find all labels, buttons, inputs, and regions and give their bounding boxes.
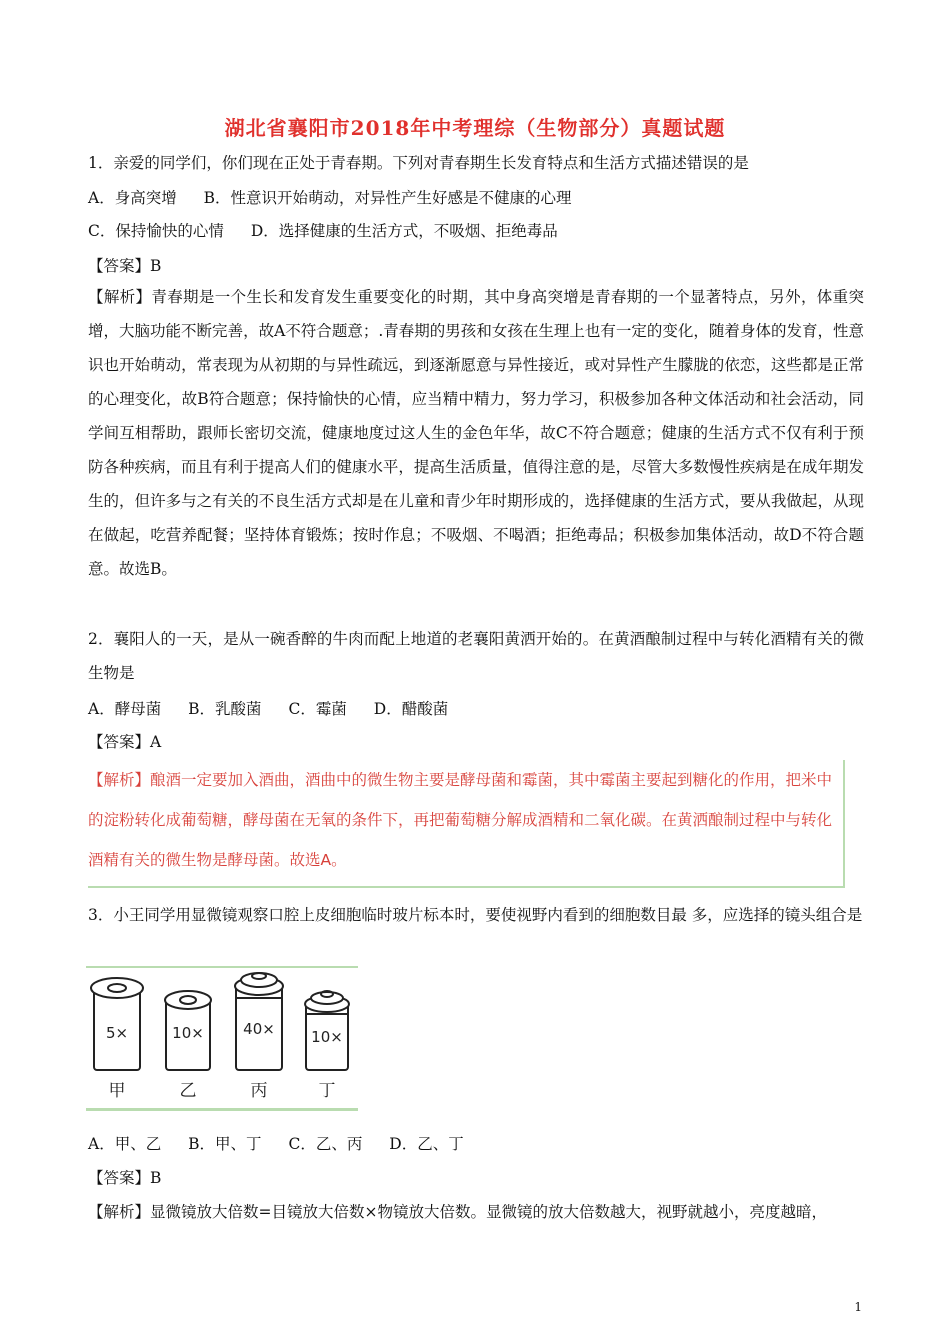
q3-analysis: 【解析】显微镜放大倍数=目镜放大倍数×物镜放大倍数。显微镜的放大倍数越大，视野就越小，亮度越暗， <box>88 1203 827 1221</box>
q1-option-a: A．身高突增 <box>88 189 177 207</box>
q3-option-d: D．乙、丁 <box>389 1135 464 1153</box>
q3-option-a: A．甲、乙 <box>88 1135 162 1153</box>
q3-stem: 3．小王同学用显微镜观察口腔上皮细胞临时玻片标本时，要使视野内看到的细胞数目最 多，应选择的镜头组合是 <box>88 906 863 924</box>
lens-yi-label: 乙 <box>179 1081 197 1101</box>
q2-option-c: C．霉菌 <box>288 700 347 718</box>
q2-option-a: A．酵母菌 <box>88 700 162 718</box>
q3-option-b: B．甲、丁 <box>188 1135 262 1153</box>
q1-stem: 1．亲爱的同学们，你们现在正处于青春期。下列对青春期生长发育特点和生活方式描述错误的是 <box>88 154 749 172</box>
q3-options <box>88 1134 486 1154</box>
lens-figure <box>86 966 358 1111</box>
q1-answer: 【答案】B <box>88 257 162 275</box>
q2-option-d: D．醋酸菌 <box>373 700 449 718</box>
lens-jia-mag: 5× <box>105 1024 129 1042</box>
q2-options <box>88 699 470 719</box>
q2-stem: 2．襄阳人的一天，是从一碗香醉的牛肉而配上地道的老襄阳黄洒开始的。在黄酒酿制过程中与转化酒精有关的微生物是 <box>88 630 864 682</box>
lens-ding-mag: 10× <box>311 1028 343 1046</box>
lens-yi-mag: 10× <box>172 1024 204 1042</box>
q2-analysis: 【解析】酿酒一定要加入酒曲，酒曲中的微生物主要是酵母菌和霉菌，其中霉菌主要起到糖化的作用，把米中的淀粉转化成葡萄糖，酵母菌在无氧的条件下，再把葡萄糖分解成酒精和二氧化碳。在黄洒酿制过程中与转化酒精有关的微生物是酵母菌。故选A。 <box>88 771 833 869</box>
lens-ding-label: 丁 <box>318 1081 336 1101</box>
lens-bing-label: 丙 <box>250 1081 268 1101</box>
q1-analysis: 【解析】青春期是一个生长和发育发生重要变化的时期，其中身高突增是青春期的一个显著特点，另外，体重突增，大脑功能不断完善，故A不符合题意；.青春期的男孩和女孩在生理上也有一定的变化，随着身体的发育，性意识也开始萌动，常表现为从初期的与异性疏远，到逐渐愿意与异性接近，或对异性产生朦胧的依恋，这些都是正常的心理变化，故B符合题意；保持愉快的心情，应当精中精力，努力学习，积极参加各种文体活动和社会活动，同学间互相帮助，跟师长密切交流，健康地度过这人生的金色年华，故C不符合题意；健康的生活方式不仅有利于预防各种疾病，而且有利于提高人们的健康水平，提高生活质量，值得注意的是，尽管大多数慢性疾病是在成年期发生的，但许多与之有关的不良生活方式却是在儿童和青少年时期形成的，选择健康的生活方式，要从我做起，从现在做起，吃营养配餐；坚持体育锻炼；按时作息；不吸烟、不喝酒；拒绝毒品；积极参加集体活动，故D不符合题意。故选B。 <box>88 288 864 578</box>
lens-bing-mag: 40× <box>243 1020 275 1038</box>
page-number: 1 <box>854 1300 862 1314</box>
q1-option-b: B．性意识开始萌动，对异性产生好感是不健康的心理 <box>203 189 572 207</box>
q1-option-d: D．选择健康的生活方式，不吸烟、拒绝毒品 <box>250 222 558 240</box>
q1-options-row2 <box>88 221 580 241</box>
lens-jia-label: 甲 <box>108 1081 126 1101</box>
q1-option-c: C．保持愉快的心情 <box>88 222 224 240</box>
q3-option-c: C．乙、丙 <box>288 1135 363 1153</box>
q2-option-b: B．乳酸菌 <box>188 700 262 718</box>
q1-options-row1 <box>88 188 594 208</box>
document-title: 湖北省襄阳市2018年中考理综（生物部分）真题试题 <box>224 116 726 140</box>
q3-answer: 【答案】B <box>88 1169 162 1187</box>
q2-answer: 【答案】A <box>88 733 162 751</box>
